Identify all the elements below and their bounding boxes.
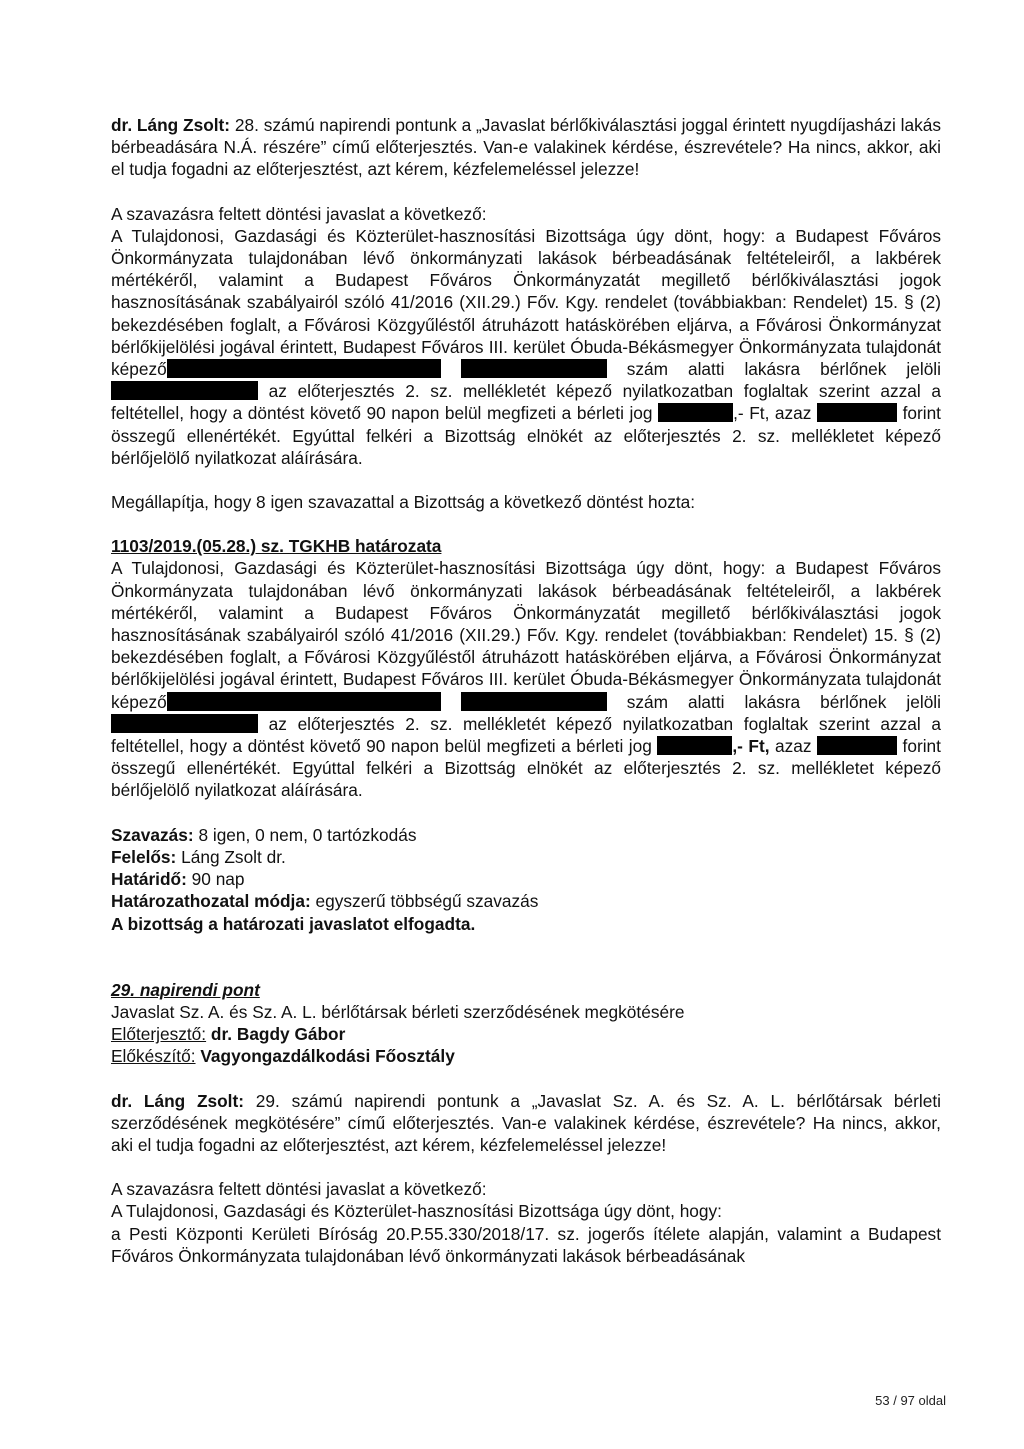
- redaction-block: [461, 692, 607, 711]
- agenda-title: 29. napirendi pont: [111, 979, 260, 1000]
- preparer-line: Előkészítő: Vagyongazdálkodási Főosztály: [111, 1046, 455, 1067]
- deadline-line: Határidő: 90 nap: [111, 869, 245, 890]
- speaker-text: 29. számú napirendi pontunk a „Javaslat Sz. A. és Sz. A. L. bérlőtársak bérleti szerződésének megkötésére” című előterjesztés. Van-e valakinek kérdése, észrevétele? Ha nincs, akkor, aki el tudja fogadni az előterjesztést, azt kérem, kézfelemeléssel jelezze!: [111, 1090, 941, 1155]
- resolution-text-2: szám alatti lakásra bérlőnek jelöli: [626, 691, 941, 712]
- vote-summary: [111, 824, 941, 935]
- resolution-text-1: A Tulajdonosi, Gazdasági és Közterület-hasznosítási Bizottsága úgy dönt, hogy: a Budapest Főváros Önkormányzata tulajdonában lévő önkormányzati lakások bérbeadásának feltételeiről, a lakbérek mértékéről, valamint a Budapest Főváros Önkormányzatát megillető bérlőkiválasztási jogok hasznosításának szabályairól szóló 41/2016 (XII.29.) Főv. Kgy. rendelet (továbbiakban: Rendelet) 15. § (2) bekezdésében foglalt, a Fővárosi Közgyűléstől átruházott hatáskörében eljárva, a Fővárosi Önkormányzat bérlőkijelölési jogával érintett, Budapest Főváros III. kerület Óbuda-Békásmegyer Önkormányzata tulajdonát képező: [111, 558, 941, 712]
- proposal-text-1: A Tulajdonosi, Gazdasági és Közterület-hasznosítási Bizottsága úgy dönt, hogy: a Budapest Főváros Önkormányzata tulajdonában lévő önkormányzati lakások bérbeadásának feltételeiről, a lakbérek mértékéről, valamint a Budapest Főváros Önkormányzatát megillető bérlőkiválasztási jogok hasznosításának szabályairól szóló 41/2016 (XII.29.) Főv. Kgy. rendelet (továbbiakban: Rendelet) 15. § (2) bekezdésében foglalt, a Fővárosi Közgyűléstől átruházott hatáskörében eljárva, a Fővárosi Önkormányzat bérlőkijelölési jogával érintett, Budapest Főváros III. kerület Óbuda-Békásmegyer Önkormányzata tulajdonát képező: [111, 225, 941, 380]
- redaction-block: [111, 381, 258, 400]
- proposal-text-2: szám alatti lakásra bérlőnek jelöli: [626, 359, 941, 380]
- speaker-paragraph: [111, 1090, 941, 1157]
- resolution-text-4b: azaz: [775, 736, 812, 757]
- resolution-text-3: az előterjesztés 2. sz. mellékletét képező nyilatkozatban foglaltak szerint azzal a feltétellel, hogy a döntést követő 90 napon belül megfizeti a bérleti jog: [111, 713, 941, 757]
- responsible-line: Felelős: Láng Zsolt dr.: [111, 846, 286, 867]
- speaker-text: 28. számú napirendi pontunk a „Javaslat bérlőkiválasztási joggal érintett nyugdíjasházi lakás bérbeadására N.Á. részére” című előterjesztés. Van-e valakinek kérdése, észrevétele? Ha nincs, akkor, aki el tudja fogadni az előterjesztést, azt kérem, kézfelemeléssel jelezze!: [111, 115, 941, 180]
- proposal-text-5: forint összegű ellenértékét. Egyúttal felkéri a Bizottság elnökét az előterjesztés 2. sz. mellékletet képező bérlőjelölő nyilatkozat aláírására.: [111, 403, 941, 468]
- redaction-block: [461, 359, 607, 378]
- method-line: Határozathozatal módja: egyszerű többségű szavazás: [111, 891, 539, 912]
- proposal-heading: A szavazásra feltett döntési javaslat a következő:: [111, 1179, 487, 1200]
- agenda-item-29: [111, 979, 941, 1068]
- speaker-paragraph: [111, 114, 941, 181]
- redaction-block: [167, 359, 441, 378]
- vote-line: Szavazás: 8 igen, 0 nem, 0 tartózkodás: [111, 824, 417, 845]
- finding-text: Megállapítja, hogy 8 igen szavazattal a Bizottság a következő döntést hozta:: [111, 492, 696, 513]
- redaction-block: [111, 714, 258, 733]
- document-page: [111, 114, 941, 1267]
- agenda-subject: Javaslat Sz. A. és Sz. A. L. bérlőtársak bérleti szerződésének megkötésére: [111, 1001, 685, 1022]
- resolution-body: [111, 557, 941, 801]
- resolution-text-5: forint összegű ellenértékét. Egyúttal felkéri a Bizottság elnökét az előterjesztés 2. sz. mellékletet képező bérlőjelölő nyilatkozat aláírására.: [111, 736, 941, 801]
- proposal-text-4: ,- Ft, azaz: [733, 403, 812, 424]
- page-number: 53 / 97 oldal: [875, 1393, 946, 1408]
- decides-line: A Tulajdonosi, Gazdasági és Közterület-hasznosítási Bizottsága úgy dönt, hogy:: [111, 1201, 722, 1222]
- speaker-name: dr. Láng Zsolt:: [111, 115, 231, 135]
- proposal-heading: A szavazásra feltett döntési javaslat a következő:: [111, 203, 487, 224]
- resolution-text-4: ,- Ft,: [732, 736, 770, 757]
- redaction-block: [817, 403, 897, 422]
- proposal-body: a Pesti Központi Kerületi Bíróság 20.P.55.330/2018/17. sz. jogerős ítélete alapján, valamint a Budapest Főváros Önkormányzata tulajdonában lévő önkormányzati lakások bérbeadásának: [111, 1223, 941, 1266]
- redaction-block: [817, 736, 897, 755]
- speaker-name: dr. Láng Zsolt:: [111, 1090, 244, 1111]
- proposal-text-3: az előterjesztés 2. sz. mellékletét képező nyilatkozatban foglaltak szerint azzal a feltétellel, hogy a döntést követő 90 napon belül megfizeti a bérleti jog: [111, 381, 941, 424]
- resolution-number: 1103/2019.(05.28.) sz. TGKHB határozata: [111, 536, 442, 557]
- presenter-line: Előterjesztő: dr. Bagdy Gábor: [111, 1024, 346, 1045]
- redaction-block: [658, 403, 733, 422]
- proposal-body: [111, 225, 941, 469]
- accepted-line: A bizottság a határozati javaslatot elfogadta.: [111, 913, 476, 934]
- redaction-block: [167, 692, 441, 711]
- redaction-block: [657, 736, 732, 755]
